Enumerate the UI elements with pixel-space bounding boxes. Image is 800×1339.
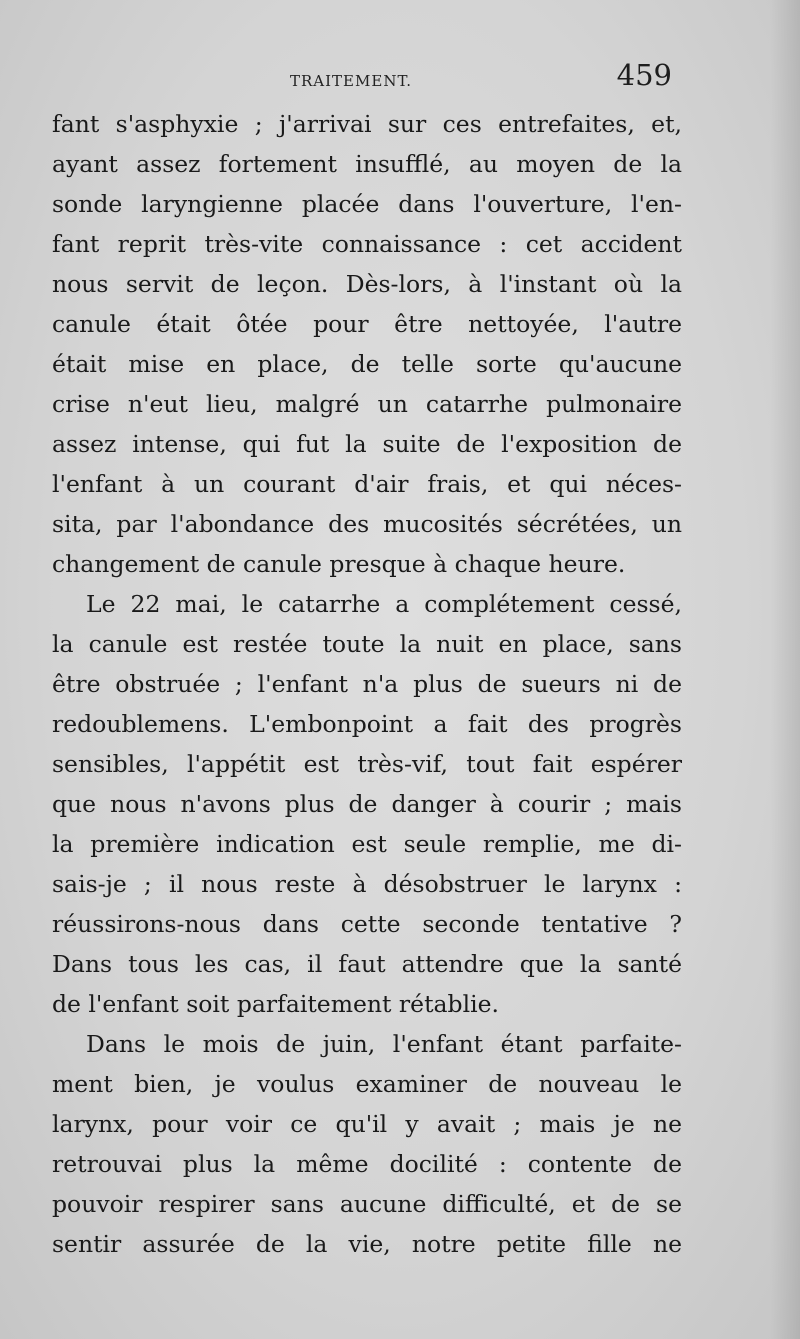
text-line: ayant assez fortement insufflé, au moyen de la [52,150,682,178]
paragraph [52,584,682,1024]
text-line: être obstruée ; l'enfant n'a plus de sueurs ni de [52,670,682,698]
text-line: que nous n'avons plus de danger à courir ; mais [52,790,682,818]
text-line: Dans tous les cas, il faut attendre que la santé [52,950,682,978]
text-line: changement de canule presque à chaque heure. [52,550,626,578]
text-line: canule était ôtée pour être nettoyée, l'autre [52,310,682,338]
text-line: la première indication est seule remplie, me di- [52,830,682,858]
body-text [52,104,682,1264]
text-line: redoublemens. L'embonpoint a fait des progrès [52,710,682,738]
text-line: réussirons-nous dans cette seconde tentative ? [52,910,682,938]
text-line: crise n'eut lieu, malgré un catarrhe pulmonaire [52,390,682,418]
text-line: ment bien, je voulus examiner de nouveau le [52,1070,682,1098]
text-line: nous servit de leçon. Dès-lors, à l'instant où la [52,270,682,298]
text-line: fant reprit très-vite connaissance : cet accident [52,230,682,258]
page-edge-shadow [770,0,800,1339]
text-line: la canule est restée toute la nuit en place, sans [52,630,682,658]
text-line: Le 22 mai, le catarrhe a complétement cessé, [86,590,682,618]
paragraph [52,104,682,584]
page-number: 459 [616,58,672,92]
text-line: l'enfant à un courant d'air frais, et qui néces- [52,470,682,498]
running-title: TRAITEMENT. [290,72,413,90]
text-line: sita, par l'abondance des mucosités sécrétées, un [52,510,682,538]
text-line: était mise en place, de telle sorte qu'aucune [52,350,682,378]
page-header [52,58,674,108]
text-line: pouvoir respirer sans aucune difficulté, et de se [52,1190,682,1218]
text-line: sentir assurée de la vie, notre petite fille ne [52,1230,682,1258]
text-line: Dans le mois de juin, l'enfant étant parfaite- [86,1030,682,1058]
text-line: de l'enfant soit parfaitement rétablie. [52,990,499,1018]
text-line: assez intense, qui fut la suite de l'exposition de [52,430,682,458]
text-line: retrouvai plus la même docilité : contente de [52,1150,682,1178]
text-line: fant s'asphyxie ; j'arrivai sur ces entrefaites, et, [52,110,682,138]
text-line: sais-je ; il nous reste à désobstruer le larynx : [52,870,682,898]
paragraph [52,1024,682,1264]
text-line: sensibles, l'appétit est très-vif, tout fait espérer [52,750,682,778]
text-line: sonde laryngienne placée dans l'ouverture, l'en- [52,190,682,218]
text-line: larynx, pour voir ce qu'il y avait ; mais je ne [52,1110,682,1138]
